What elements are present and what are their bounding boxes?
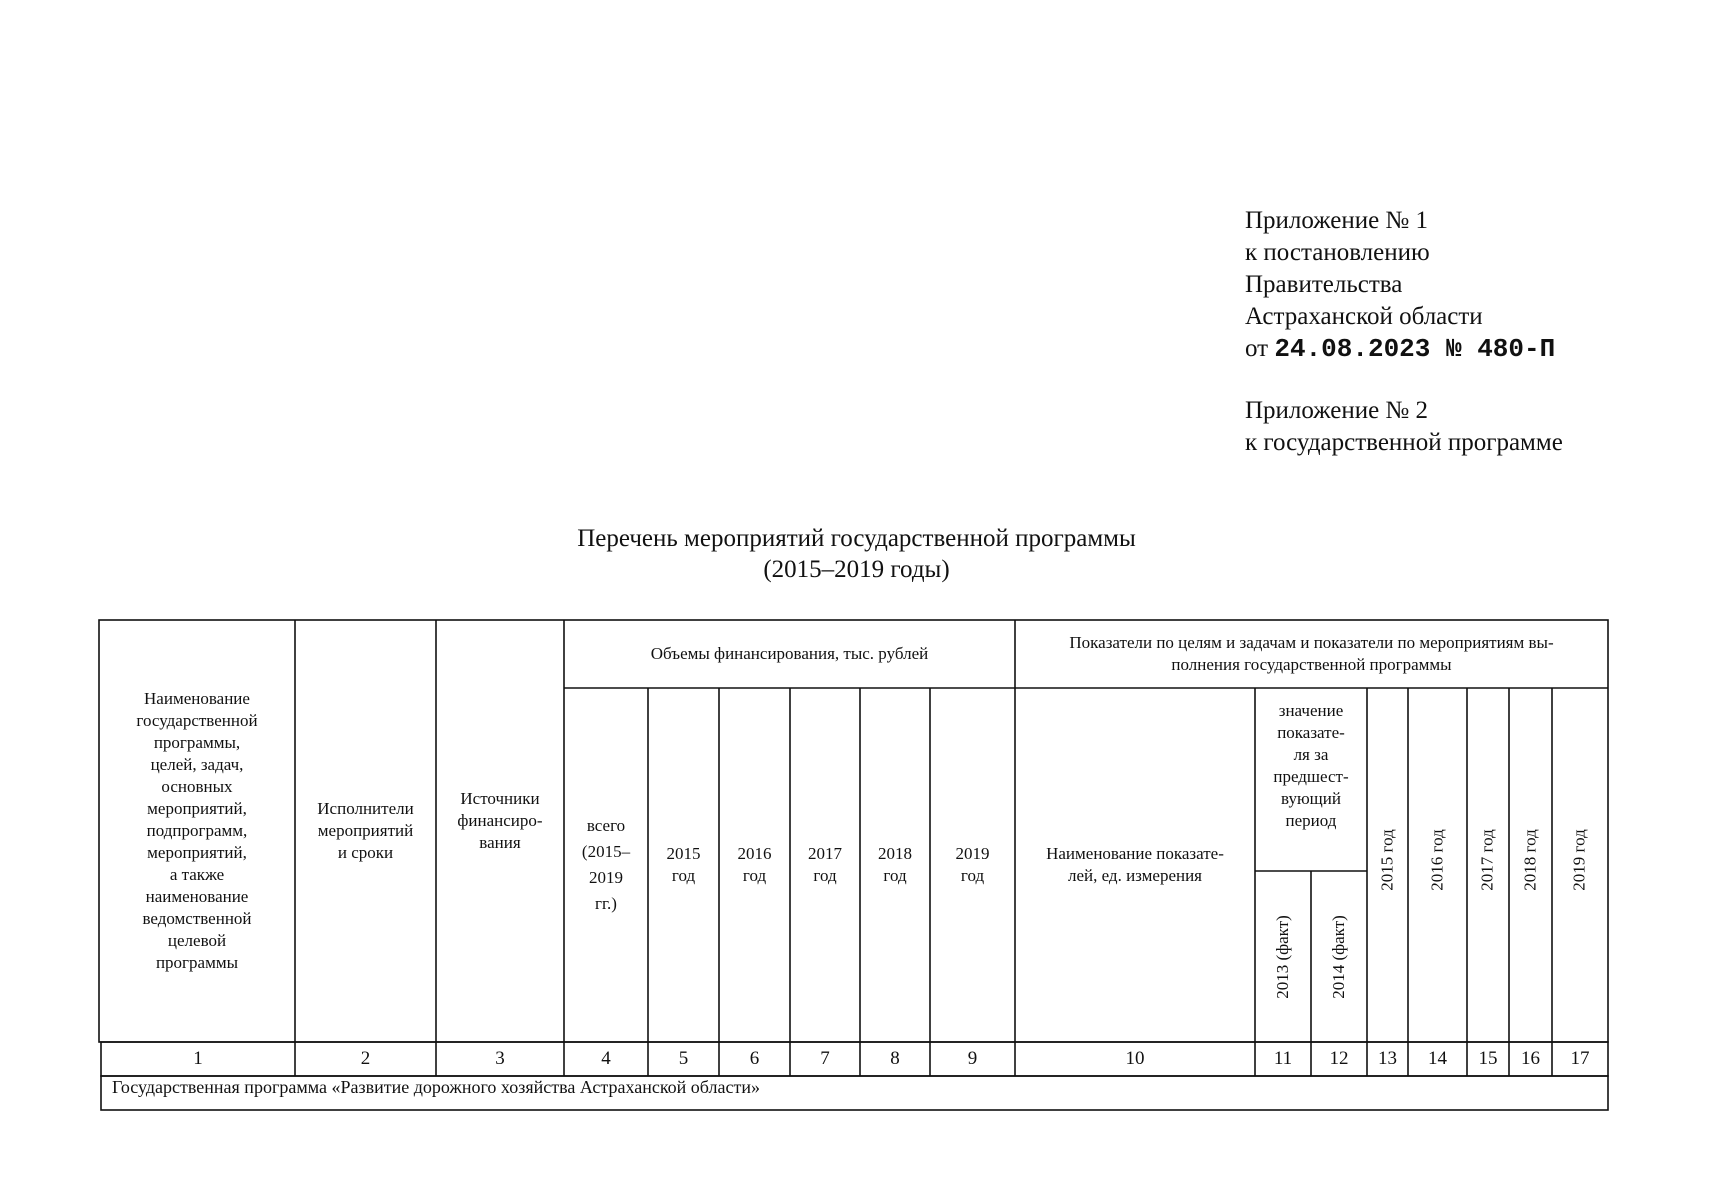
column-number-8: 8: [890, 1048, 900, 1069]
registration-stamp: 24.08.2023 № 480-П: [1274, 334, 1556, 364]
appendix-1-title: Приложение № 1: [1245, 207, 1429, 234]
header-executors-text: Исполнители мероприятий и сроки: [317, 799, 414, 862]
column-number-7: 7: [820, 1048, 830, 1069]
header-prev-value: [1255, 700, 1367, 860]
appendix-1-block: [1245, 205, 1555, 365]
header-ind-2019-text: 2019 год: [1570, 829, 1589, 891]
header-funding-2015: [648, 688, 719, 1042]
header-funding-2015-text: 2015 год: [666, 844, 701, 885]
header-fact-2014: [1311, 871, 1367, 1042]
header-funding-2016-text: 2016 год: [737, 844, 772, 885]
header-funding-2019: [930, 688, 1015, 1042]
header-funding-group: [564, 620, 1015, 688]
header-fact-2013: [1255, 871, 1311, 1042]
column-number-15: 15: [1478, 1048, 1498, 1069]
column-number-4: 4: [601, 1048, 611, 1069]
header-ind-2019: [1552, 780, 1608, 940]
appendix-2-line-2: к государственной программе: [1245, 429, 1563, 456]
appendix-1-line-4: Астраханской области: [1245, 303, 1483, 330]
header-executors: [295, 620, 436, 1042]
column-number-3: 3: [495, 1048, 505, 1069]
column-number-5: 5: [678, 1048, 689, 1069]
header-funding-2017-text: 2017 год: [808, 844, 842, 885]
header-indicator-name: [1015, 688, 1255, 1042]
header-ind-2016: [1408, 780, 1467, 940]
header-indicator-name-text: Наименование показате- лей, ед. измерения: [1046, 844, 1224, 885]
header-funding-total-text: всего (2015– 2019 гг.): [581, 816, 631, 913]
header-fact-2013-text: 2013 (факт): [1273, 914, 1293, 999]
header-ind-2016-text: 2016 год: [1427, 829, 1447, 891]
column-number-13: 13: [1378, 1048, 1397, 1069]
header-ind-2017-text: 2017 год: [1478, 829, 1497, 891]
header-name: [99, 620, 295, 1042]
appendix-2-title: Приложение № 2: [1245, 397, 1429, 424]
column-number-17: 17: [1570, 1048, 1590, 1069]
header-fact-2014-text: 2014 (факт): [1329, 914, 1349, 999]
header-funding-total: [564, 688, 648, 1042]
document-title: [0, 523, 1713, 585]
column-number-6: 6: [749, 1048, 760, 1069]
appendix-2-block: [1245, 395, 1563, 459]
header-indicators-group: [1015, 620, 1608, 688]
header-funding-2019-text: 2019 год: [955, 844, 990, 885]
appendix-1-line-2: к постановлению: [1245, 239, 1430, 266]
header-name-text: Наименование государственной программы, целей, задач, основных мероприятий, подпрограмм, мероприятий, а также наименование ведомственной целевой программы: [136, 689, 258, 972]
header-ind-2018-text: 2018 год: [1520, 829, 1540, 891]
header-prev-value-text: значение показате- ля за предшест- вующий период: [1273, 701, 1349, 830]
header-ind-2015: [1367, 780, 1408, 940]
header-funding-2018-text: 2018 год: [878, 844, 912, 885]
appendix-1-date-prefix: от: [1245, 335, 1269, 362]
header-funding-group-text: Объемы финансирования, тыс. рублей: [650, 644, 929, 663]
header-indicators-group-text: Показатели по целям и задачам и показатели по мероприятиям вы- полнения государственной программы: [1069, 633, 1554, 674]
column-number-2: 2: [360, 1048, 371, 1069]
document-title-line-1: Перечень мероприятий государственной программы: [577, 525, 1136, 552]
column-number-12: 12: [1329, 1048, 1349, 1069]
document-title-line-2: (2015–2019 годы): [763, 556, 950, 583]
header-sources-text: Источники финансиро- вания: [457, 789, 543, 852]
header-funding-2016: [719, 688, 790, 1042]
appendix-1-date-row: [1245, 333, 1555, 365]
appendix-1-line-3: Правительства: [1245, 271, 1403, 298]
header-funding-2017: [790, 688, 860, 1042]
header-sources: [436, 620, 564, 1022]
header-funding-2018: [860, 688, 930, 1042]
program-row-title: Государственная программа «Развитие дорожного хозяйства Астраханской области»: [112, 1077, 760, 1097]
column-number-10: 10: [1125, 1048, 1145, 1069]
column-number-1: 1: [193, 1048, 203, 1069]
header-ind-2018: [1509, 780, 1552, 940]
column-number-9: 9: [967, 1048, 978, 1069]
column-number-14: 14: [1428, 1048, 1447, 1069]
column-number-11: 11: [1273, 1048, 1293, 1069]
header-ind-2015-text: 2015 год: [1377, 829, 1397, 891]
header-ind-2017: [1467, 780, 1509, 940]
column-number-16: 16: [1521, 1048, 1540, 1069]
